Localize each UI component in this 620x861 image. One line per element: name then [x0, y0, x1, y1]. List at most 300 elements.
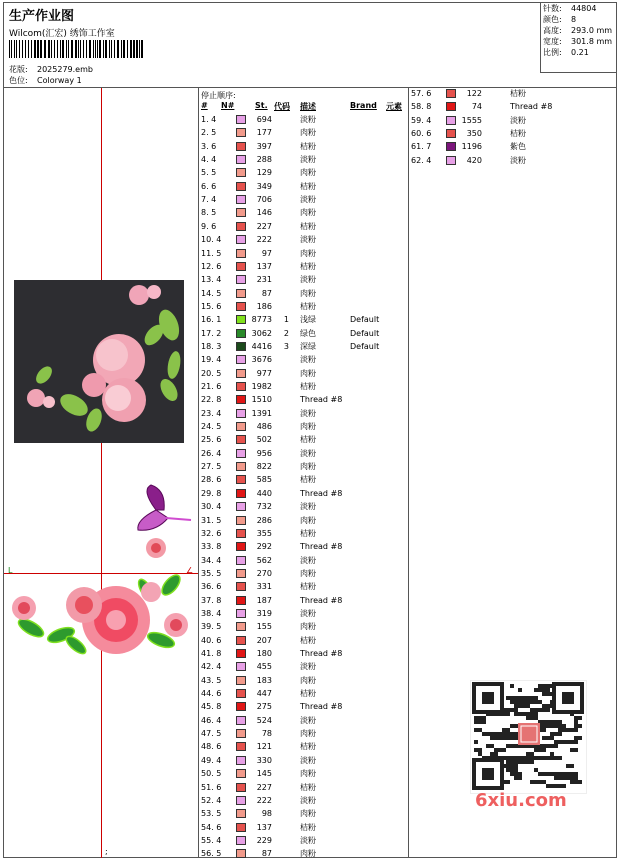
stop-row [411, 115, 616, 128]
color-swatch [236, 409, 246, 418]
color-swatch [446, 102, 456, 111]
stitch-count: 355 [256, 528, 272, 538]
thread-description: Thread #8 [300, 702, 343, 712]
color-swatch [446, 156, 456, 165]
color-swatch [236, 569, 246, 578]
color-swatch [236, 689, 246, 698]
stop-row [201, 194, 406, 207]
stitch-count: 486 [256, 422, 272, 432]
color-swatch [236, 168, 246, 177]
thread-description: Thread #8 [300, 488, 343, 498]
stitch-count-row: 针数: 44804 [543, 4, 597, 13]
color-swatch [236, 342, 246, 351]
color-swatch [236, 275, 246, 284]
color-swatch [236, 315, 246, 324]
stop-row [201, 248, 406, 261]
stitch-count: 562 [256, 555, 272, 565]
stop-row [201, 141, 406, 154]
stop-number: 54. 6 [201, 822, 222, 832]
color-swatch [236, 302, 246, 311]
stop-number: 47. 5 [201, 729, 222, 739]
stop-number: 8. 5 [201, 208, 217, 218]
thread-description: 桔粉 [300, 582, 316, 592]
thread-description: 淡粉 [300, 795, 316, 805]
color-swatch [236, 382, 246, 391]
thread-description: 紫色 [510, 142, 526, 152]
stop-row [201, 221, 406, 234]
thread-description: 桔粉 [300, 475, 316, 485]
stitch-count: 137 [256, 261, 272, 271]
stop-row [201, 274, 406, 287]
stop-number: 25. 6 [201, 435, 222, 445]
thread-description: 肉粉 [300, 368, 316, 378]
stitch-count: 330 [256, 755, 272, 765]
color-swatch [236, 849, 246, 858]
color-swatch [236, 208, 246, 217]
thread-description: 淡粉 [300, 835, 316, 845]
stop-number: 51. 6 [201, 782, 222, 792]
stop-number: 29. 8 [201, 488, 222, 498]
stitch-count: 3062 [251, 328, 272, 338]
color-swatch [236, 502, 246, 511]
thread-description: 肉粉 [300, 568, 316, 578]
stitch-count: 502 [256, 435, 272, 445]
stop-row [201, 341, 406, 354]
thread-description: 桔粉 [300, 742, 316, 752]
thread-description: 桔粉 [300, 822, 316, 832]
stop-row [201, 234, 406, 247]
stop-row [201, 288, 406, 301]
color-count-row: 颜色: 8 [543, 15, 577, 24]
color-swatch [236, 542, 246, 551]
stitch-count: 183 [256, 675, 272, 685]
stop-number: 34. 4 [201, 555, 222, 565]
color-swatch [236, 823, 246, 832]
stop-row [201, 261, 406, 274]
color-swatch [236, 582, 246, 591]
stop-row [201, 154, 406, 167]
stop-row [201, 127, 406, 140]
color-swatch [236, 142, 246, 151]
stop-number: 7. 4 [201, 195, 217, 205]
color-swatch [236, 115, 246, 124]
thread-code: 2 [283, 328, 289, 338]
stop-row [201, 181, 406, 194]
stop-row [201, 301, 406, 314]
thread-description: 淡粉 [300, 235, 316, 245]
stop-row [201, 368, 406, 381]
stop-row [201, 328, 406, 341]
thread-description: 肉粉 [300, 515, 316, 525]
stitch-count: 319 [256, 608, 272, 618]
stitch-count: 706 [256, 195, 272, 205]
stop-number: 37. 8 [201, 595, 222, 605]
header [3, 2, 617, 88]
col-header-desc: 描述 [300, 102, 316, 111]
thread-description: 淡粉 [300, 608, 316, 618]
color-swatch [236, 329, 246, 338]
stitch-count: 397 [256, 141, 272, 151]
stop-number: 21. 6 [201, 382, 222, 391]
stop-row [201, 474, 406, 487]
stop-number: 31. 5 [201, 515, 222, 525]
stop-row [201, 795, 406, 808]
stitch-count: 447 [256, 689, 272, 699]
color-swatch [236, 155, 246, 164]
stop-number: 43. 5 [201, 675, 222, 685]
stop-row [201, 167, 406, 180]
stop-number: 46. 4 [201, 715, 222, 725]
col-header-stitches: St. [255, 101, 268, 110]
col-header-needle: N# [221, 101, 235, 110]
stop-number: 13. 4 [201, 275, 222, 285]
color-swatch [236, 783, 246, 792]
design-meta [9, 64, 93, 86]
stop-number: 56. 5 [201, 849, 222, 859]
stitch-count: 350 [466, 129, 482, 139]
color-swatch [236, 809, 246, 818]
stop-row [201, 635, 406, 648]
qr-code [470, 680, 587, 794]
thread-description: 肉粉 [300, 422, 316, 432]
stitch-count: 227 [256, 221, 272, 231]
stop-number: 19. 4 [201, 355, 222, 365]
color-swatch [236, 756, 246, 765]
col-header-brand: Brand [350, 101, 377, 110]
crosshair-vertical [101, 88, 102, 858]
thread-description: 淡粉 [300, 448, 316, 458]
stop-row [201, 608, 406, 621]
stitch-count: 585 [256, 475, 272, 485]
color-swatch [236, 462, 246, 471]
stitch-count: 331 [256, 582, 272, 592]
stitch-count: 524 [256, 715, 272, 725]
color-swatch [236, 716, 246, 725]
stop-sequence-title: 停止顺序: [201, 91, 236, 100]
stitch-count: 177 [256, 128, 272, 138]
stitch-count: 180 [256, 649, 272, 658]
stop-row [201, 755, 406, 768]
thread-description: 肉粉 [300, 622, 316, 632]
thread-description: Thread #8 [300, 542, 343, 552]
embroidery-preview [6, 480, 198, 670]
stitch-count: 222 [256, 795, 272, 805]
stitch-count: 145 [256, 769, 272, 779]
thread-description: 肉粉 [300, 769, 316, 779]
color-swatch [236, 769, 246, 778]
stitch-count: 121 [256, 742, 272, 752]
stitch-count: 1391 [251, 408, 272, 418]
stop-row [201, 822, 406, 835]
color-swatch [236, 249, 246, 258]
stop-row [201, 808, 406, 821]
thread-description: 淡粉 [300, 155, 316, 165]
stitch-count: 207 [256, 635, 272, 645]
color-swatch [236, 489, 246, 498]
thread-description: 淡粉 [300, 355, 316, 365]
stitch-count: 137 [256, 822, 272, 832]
color-swatch [236, 369, 246, 378]
color-swatch [236, 422, 246, 431]
thread-description: 桔粉 [300, 261, 316, 271]
stop-row [201, 515, 406, 528]
stop-row [411, 141, 616, 154]
stop-row [201, 434, 406, 447]
stitch-count: 288 [256, 155, 272, 165]
color-swatch [236, 435, 246, 444]
stitch-count: 87 [261, 288, 272, 298]
stitch-count: 455 [256, 662, 272, 672]
height-row: 高度: 293.0 mm [543, 26, 613, 35]
thread-description: 肉粉 [300, 168, 316, 178]
scale-row: 比例: 0.21 [543, 48, 589, 57]
col-header-code: 代码 [274, 102, 290, 111]
stitch-count: 229 [256, 835, 272, 845]
stitch-count: 122 [466, 89, 482, 98]
thread-description: 桔粉 [510, 89, 526, 98]
stop-number: 40. 6 [201, 635, 222, 645]
thread-description: Thread #8 [300, 649, 343, 658]
color-swatch [446, 89, 456, 98]
stop-row [201, 595, 406, 608]
thread-description: 桔粉 [300, 382, 316, 391]
stop-number: 28. 6 [201, 475, 222, 485]
stop-number: 50. 5 [201, 769, 222, 779]
stop-number: 9. 6 [201, 221, 217, 231]
color-swatch [236, 475, 246, 484]
stop-number: 45. 8 [201, 702, 222, 712]
color-swatch [236, 222, 246, 231]
stitch-count: 1196 [461, 142, 482, 152]
stop-number: 59. 4 [411, 115, 432, 125]
stop-row [201, 835, 406, 848]
stop-number: 57. 6 [411, 89, 432, 98]
page-title: 生产作业图 [9, 9, 75, 24]
thread-description: 桔粉 [300, 301, 316, 311]
stop-row [201, 715, 406, 728]
color-swatch [236, 262, 246, 271]
stop-number: 36. 6 [201, 582, 222, 592]
stitch-count: 155 [256, 622, 272, 632]
color-swatch [236, 742, 246, 751]
stop-number: 62. 4 [411, 155, 432, 165]
width-row: 宽度: 301.8 mm [543, 37, 613, 46]
color-swatch [236, 355, 246, 364]
stop-number: 22. 8 [201, 395, 222, 405]
thread-description: 肉粉 [300, 208, 316, 218]
stop-number: 32. 6 [201, 528, 222, 538]
stop-row [201, 555, 406, 568]
color-swatch [236, 622, 246, 631]
stop-row [201, 314, 406, 327]
stitch-count: 440 [256, 488, 272, 498]
stop-row [201, 768, 406, 781]
thread-description: 桔粉 [510, 129, 526, 139]
stop-row [201, 541, 406, 554]
stop-number: 24. 5 [201, 422, 222, 432]
thread-description: 肉粉 [300, 462, 316, 472]
stitch-count: 74 [471, 102, 482, 112]
watermark-logo: 6xiu.com [475, 790, 567, 811]
stop-number: 53. 5 [201, 809, 222, 819]
stop-number: 15. 6 [201, 301, 222, 311]
stop-row [201, 354, 406, 367]
thread-brand: Default [350, 315, 380, 325]
stitch-count: 187 [256, 595, 272, 605]
thread-description: 桔粉 [300, 528, 316, 538]
stop-number: 11. 5 [201, 248, 222, 258]
stop-number: 52. 4 [201, 795, 222, 805]
color-swatch [236, 449, 246, 458]
thread-description: 淡粉 [510, 115, 526, 125]
stitch-count: 186 [256, 301, 272, 311]
thread-description: 浅绿 [300, 315, 316, 325]
thread-description: 肉粉 [300, 248, 316, 258]
stop-number: 4. 4 [201, 155, 217, 165]
stop-number: 18. 3 [201, 341, 222, 351]
thread-description: 桔粉 [300, 141, 316, 151]
stop-row [201, 568, 406, 581]
stitch-count: 3676 [251, 355, 272, 365]
thread-brand: Default [350, 341, 380, 351]
stop-number: 10. 4 [201, 235, 222, 245]
stop-number: 30. 4 [201, 502, 222, 512]
color-swatch [446, 142, 456, 151]
stop-number: 61. 7 [411, 142, 432, 152]
thread-description: 淡粉 [300, 555, 316, 565]
stop-row [201, 528, 406, 541]
stop-number: 3. 6 [201, 141, 217, 151]
stitch-count: 146 [256, 208, 272, 218]
stop-number: 14. 5 [201, 288, 222, 298]
thread-description: 桔粉 [300, 181, 316, 191]
thread-description: 肉粉 [300, 729, 316, 739]
thread-description: 淡粉 [300, 755, 316, 765]
thread-description: 淡粉 [300, 662, 316, 672]
stop-row [411, 88, 616, 101]
stitch-count: 222 [256, 235, 272, 245]
stop-number: 58. 8 [411, 102, 432, 112]
color-swatch [236, 636, 246, 645]
stop-number: 16. 1 [201, 315, 222, 325]
stop-row [201, 488, 406, 501]
stop-number: 60. 6 [411, 129, 432, 139]
color-swatch [236, 289, 246, 298]
stop-row [201, 728, 406, 741]
stitch-count: 956 [256, 448, 272, 458]
stop-number: 35. 5 [201, 568, 222, 578]
thread-description: 肉粉 [300, 809, 316, 819]
stop-number: 23. 4 [201, 408, 222, 418]
column-divider [198, 88, 199, 858]
stop-row [201, 114, 406, 127]
color-swatch [236, 235, 246, 244]
stitch-count: 97 [261, 248, 272, 258]
stitch-count: 98 [261, 809, 272, 819]
stop-number: 12. 6 [201, 261, 222, 271]
stitch-count: 227 [256, 782, 272, 792]
colorway-row: 色位: Colorway 1 [9, 76, 82, 85]
stop-number: 6. 6 [201, 181, 217, 191]
stop-number: 33. 8 [201, 542, 222, 552]
stitch-count: 1510 [251, 395, 272, 405]
color-swatch [236, 516, 246, 525]
svg-text:∠: ∠ [186, 566, 194, 575]
color-swatch [236, 796, 246, 805]
color-swatch [236, 649, 246, 658]
thread-description: 桔粉 [300, 221, 316, 231]
stop-number: 2. 5 [201, 128, 217, 138]
stitch-count: 286 [256, 515, 272, 525]
color-swatch [236, 195, 246, 204]
stop-row [201, 648, 406, 661]
thread-description: 淡粉 [300, 502, 316, 512]
stop-row [201, 501, 406, 514]
thread-description: Thread #8 [300, 395, 343, 405]
stop-number: 17. 2 [201, 328, 222, 338]
stitch-count: 732 [256, 502, 272, 512]
stitch-count: 231 [256, 275, 272, 285]
stitch-count: 275 [256, 702, 272, 712]
thread-code: 3 [283, 341, 289, 351]
color-swatch [236, 182, 246, 191]
stop-row [201, 661, 406, 674]
stop-number: 38. 4 [201, 608, 222, 618]
product-photo [14, 280, 184, 443]
color-swatch [236, 609, 246, 618]
stop-number: 44. 6 [201, 689, 222, 699]
stitch-count: 4416 [251, 341, 272, 351]
stop-number: 26. 4 [201, 448, 222, 458]
design-file-row: 花版: 2025279.emb [9, 65, 93, 74]
thread-description: 肉粉 [300, 288, 316, 298]
stitch-count: 822 [256, 462, 272, 472]
thread-description: 肉粉 [300, 849, 316, 859]
stitch-count: 1982 [251, 382, 272, 391]
company-name: Wilcom(汇宏) 绣饰工作室 [9, 29, 115, 39]
color-swatch [236, 729, 246, 738]
stitch-count: 349 [256, 181, 272, 191]
design-stats [540, 3, 617, 73]
thread-description: 桔粉 [300, 782, 316, 792]
stop-number: 42. 4 [201, 662, 222, 672]
stop-row [201, 688, 406, 701]
stitch-count: 78 [261, 729, 272, 739]
thread-description: 淡粉 [300, 195, 316, 205]
thread-description: Thread #8 [300, 595, 343, 605]
thread-description: 桔粉 [300, 689, 316, 699]
color-swatch [236, 596, 246, 605]
thread-description: 淡粉 [300, 715, 316, 725]
stitch-count: 129 [256, 168, 272, 178]
stop-number: 1. 4 [201, 115, 217, 124]
stitch-count: 1555 [461, 115, 482, 125]
color-swatch [236, 128, 246, 137]
stop-row [411, 101, 616, 114]
stitch-count: 87 [261, 849, 272, 859]
svg-text:L: L [8, 566, 13, 575]
thread-description: 淡粉 [300, 408, 316, 418]
stop-row [201, 782, 406, 795]
color-swatch [236, 676, 246, 685]
stop-row [411, 128, 616, 141]
stop-number: 5. 5 [201, 168, 217, 178]
stitch-count: 8773 [251, 315, 272, 325]
stop-row [411, 155, 616, 168]
stop-number: 55. 4 [201, 835, 222, 845]
color-swatch [236, 702, 246, 711]
stitch-count: 977 [256, 368, 272, 378]
